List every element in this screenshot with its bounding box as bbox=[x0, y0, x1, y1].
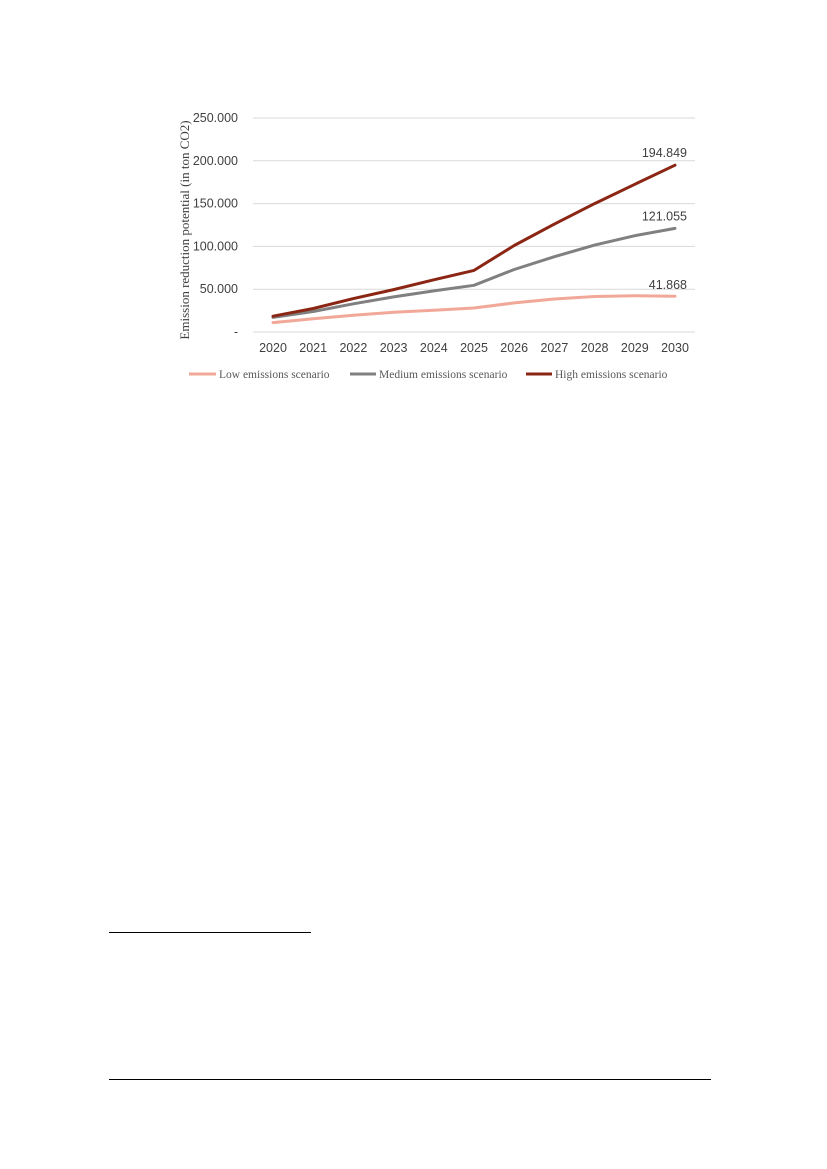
y-axis-ticks bbox=[193, 111, 238, 339]
data-label: 194.849 bbox=[641, 146, 687, 161]
y-tick-label: 150.000 bbox=[192, 196, 238, 211]
x-tick-label: 2029 bbox=[620, 341, 649, 355]
x-tick-label: 2027 bbox=[540, 341, 569, 355]
legend bbox=[189, 369, 668, 381]
gridlines bbox=[253, 118, 695, 332]
y-tick-label: 200.000 bbox=[192, 153, 238, 168]
data-label: 121.055 bbox=[641, 209, 687, 224]
legend-label: High emissions scenario bbox=[555, 369, 668, 381]
y-tick-label: 100.000 bbox=[192, 239, 238, 254]
data-labels bbox=[642, 146, 687, 292]
footer-rule bbox=[109, 1079, 711, 1080]
x-axis-ticks bbox=[259, 341, 689, 355]
legend-label: Low emissions scenario bbox=[219, 369, 330, 381]
x-tick-label: 2024 bbox=[419, 341, 448, 355]
data-label: 41.868 bbox=[648, 278, 687, 293]
y-axis-label: Emission reduction potential (in ton CO2) bbox=[177, 120, 192, 340]
legend-label: Medium emissions scenario bbox=[379, 369, 508, 381]
series-line-low-emissions-scenario bbox=[273, 296, 675, 323]
y-tick-label: 250.000 bbox=[192, 111, 238, 125]
x-tick-label: 2022 bbox=[339, 341, 368, 355]
x-tick-label: 2025 bbox=[460, 341, 488, 355]
x-tick-label: 2023 bbox=[379, 341, 408, 355]
x-tick-label: 2030 bbox=[661, 341, 689, 355]
x-tick-label: 2026 bbox=[500, 341, 529, 355]
footnote-separator bbox=[109, 932, 311, 933]
x-tick-label: 2028 bbox=[580, 341, 609, 355]
x-tick-label: 2020 bbox=[259, 341, 287, 355]
y-tick-label: 50.000 bbox=[199, 282, 238, 297]
series-lines bbox=[273, 165, 675, 322]
x-tick-label: 2021 bbox=[299, 341, 328, 355]
y-tick-label: - bbox=[233, 325, 238, 339]
